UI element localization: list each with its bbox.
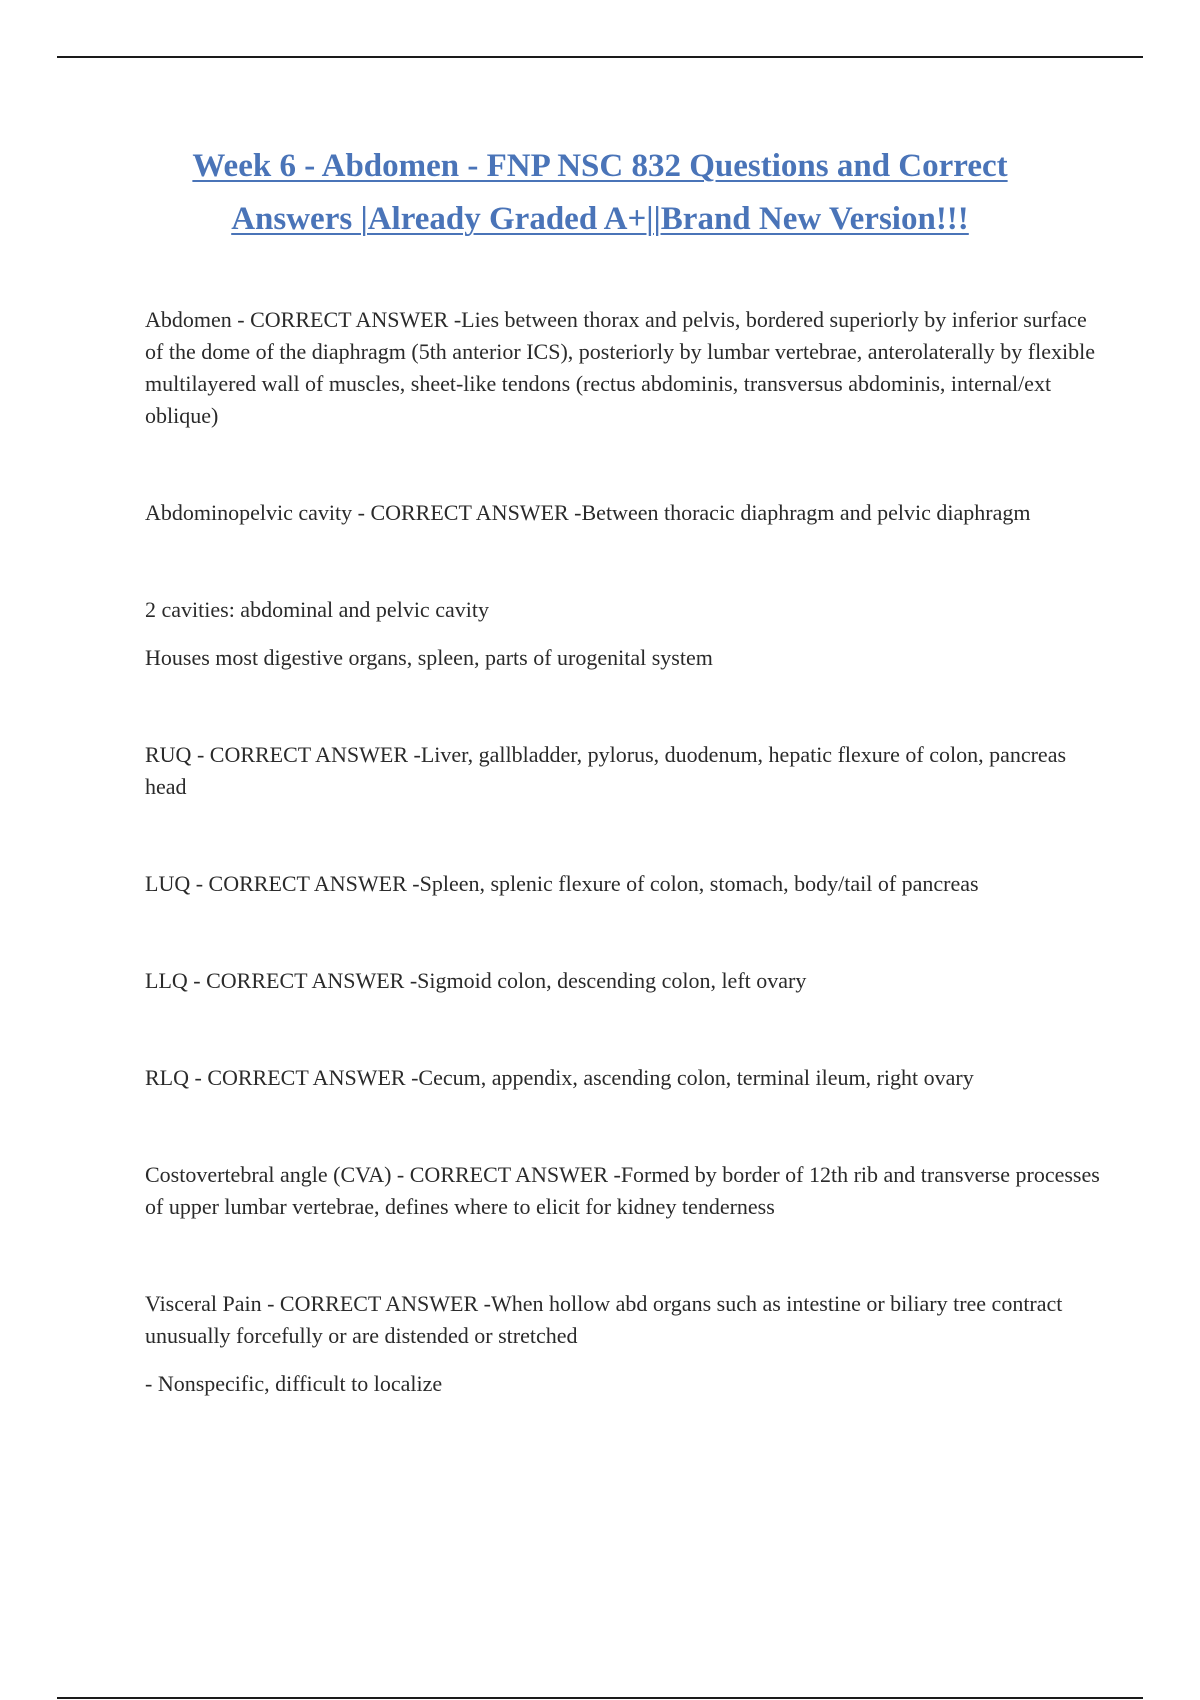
bottom-rule bbox=[57, 1697, 1143, 1699]
document-title[interactable] bbox=[100, 140, 1100, 246]
title-line-1: Week 6 - Abdomen - FNP NSC 832 Questions and Correct bbox=[192, 148, 1008, 184]
paragraph-llq: LLQ - CORRECT ANSWER -Sigmoid colon, descending colon, left ovary bbox=[145, 968, 807, 993]
paragraph-abdominopelvic-cavity: Abdominopelvic cavity - CORRECT ANSWER -Between thoracic diaphragm and pelvic diaphragm bbox=[145, 500, 1031, 525]
document-body bbox=[145, 304, 1105, 1400]
paragraph-houses-organs: Houses most digestive organs, spleen, parts of urogenital system bbox=[145, 645, 713, 670]
title-line-2: Answers |Already Graded A+||Brand New Version!!! bbox=[231, 201, 969, 237]
top-rule bbox=[57, 56, 1143, 58]
paragraph-two-cavities: 2 cavities: abdominal and pelvic cavity bbox=[145, 597, 489, 622]
paragraph-ruq: RUQ - CORRECT ANSWER -Liver, gallbladder, pylorus, duodenum, hepatic flexure of colon, pancreas head bbox=[145, 742, 1067, 799]
paragraph-nonspecific: - Nonspecific, difficult to localize bbox=[145, 1371, 443, 1396]
paragraph-cva: Costovertebral angle (CVA) - CORRECT ANSWER -Formed by border of 12th rib and transverse processes of upper lumbar vertebrae, defines where to elicit for kidney tenderness bbox=[145, 1162, 1100, 1219]
paragraph-abdomen: Abdomen - CORRECT ANSWER -Lies between thorax and pelvis, bordered superiorly by inferior surface of the dome of the diaphragm (5th anterior ICS), posteriorly by lumbar vertebrae, anterolaterally by flexible multilayered wall of muscles, sheet-like tendons (rectus abdominis, transversus abdominis, internal/ext oblique) bbox=[145, 307, 1095, 428]
paragraph-luq: LUQ - CORRECT ANSWER -Spleen, splenic flexure of colon, stomach, body/tail of pancreas bbox=[145, 871, 979, 896]
paragraph-visceral-pain: Visceral Pain - CORRECT ANSWER -When hollow abd organs such as intestine or biliary tree contract unusually forcefully or are distended or stretched bbox=[145, 1291, 1063, 1348]
paragraph-rlq: RLQ - CORRECT ANSWER -Cecum, appendix, ascending colon, terminal ileum, right ovary bbox=[145, 1065, 974, 1090]
